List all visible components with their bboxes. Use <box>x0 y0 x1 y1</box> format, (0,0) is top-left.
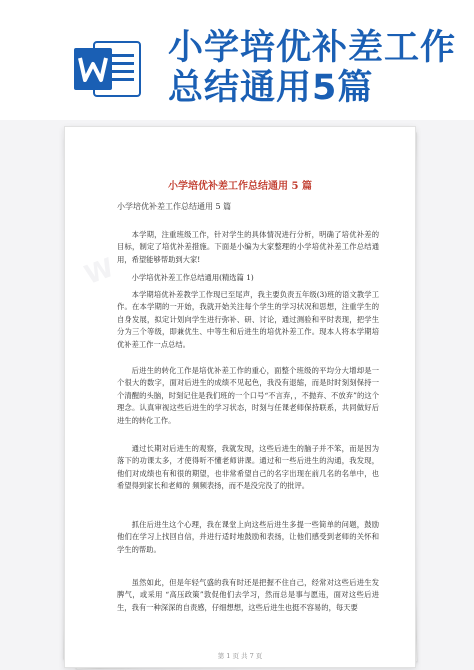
word-document-icon <box>72 40 142 98</box>
document-preview[interactable] <box>64 126 414 666</box>
document-page <box>64 126 416 668</box>
body-paragraph: 虽然如此，但是年轻气盛的我有时还是把握不住自己，经常对这些后进生发脾气，或采用 “高压政策”敦促他们去学习，然而总是事与愿违，面对这些后进生，我有一种深深的自责感，仔细想想，这些后进生也挺不容易的，每天要 <box>117 578 379 612</box>
body-paragraph: 后进生的转化工作是培优补差工作的重心，面整个班级的平均分大增却是一个很大的数字，面对后进生的成绩不见起色，我没有退缩，而是时时刻刻保持一个清醒的头脑，时刻记住是我们班的一个口号“不言弃，，不抛弃、不放弃”的这个理念。认真审视这些后进生的学习状态，时刻与任课老师保持联系，共同做好后进生的转化工作。 <box>117 366 379 425</box>
watermark: W <box>80 252 118 292</box>
banner-title-line1: 小学培优补差工作 <box>168 28 457 68</box>
intro-paragraph: 本学期，注重班级工作，针对学生的具体情况进行分析，明确了培优补差的目标，制定了培优补差措施。下面是小编为大家整理的小学培优补差工作总结通用，希望能够帮助到大家! <box>117 230 379 264</box>
document-subtitle: 小学培优补差工作总结通用 5 篇 <box>117 202 232 211</box>
banner-title-line2: 总结通用5篇 <box>168 68 374 108</box>
section-heading: 小学培优补差工作总结通用(精选篇 1) <box>131 273 254 282</box>
header-banner <box>0 0 474 120</box>
document-title: 小学培优补差工作总结通用 5 篇 <box>168 181 312 192</box>
body-paragraph: 抓住后进生这个心理，我在课堂上向这些后进生多提一些简单的问题，鼓励他们在学习上找回自信，并进行适时地鼓励和表扬，让他们感受到老师的关怀和学生的帮助。 <box>117 520 379 554</box>
page-number: 第 1 页 共 7 页 <box>217 652 263 660</box>
body-paragraph: 通过长期对后进生的观察，我就发现，这些后进生的脑子并不笨，而是因为落下的功课太多，才使得听不懂老师讲课。通过和一些后进生的沟通，我发现，他们对成绩也有和很的期望，也非常希望自己的名字出现在前几名的名单中，也希望得到家长和老师的 频频表扬，而不是没完没了的批评。 <box>117 444 379 491</box>
body-paragraph: 本学期培优补差教学工作现已至尾声，我主要负责五年级(3)班的语文教学工作。在本学期的一开始，我就开始关注每个学生的学习状况和思想，注重学生的自身发展，拟定计划向学生进行弥补、研、讨论，通过测验和平时表现，把学生分为三个等级，即兼优生、中等生和后进生的培优补差工作。现本人将本学期培优补差工作一点总结。 <box>117 290 379 349</box>
